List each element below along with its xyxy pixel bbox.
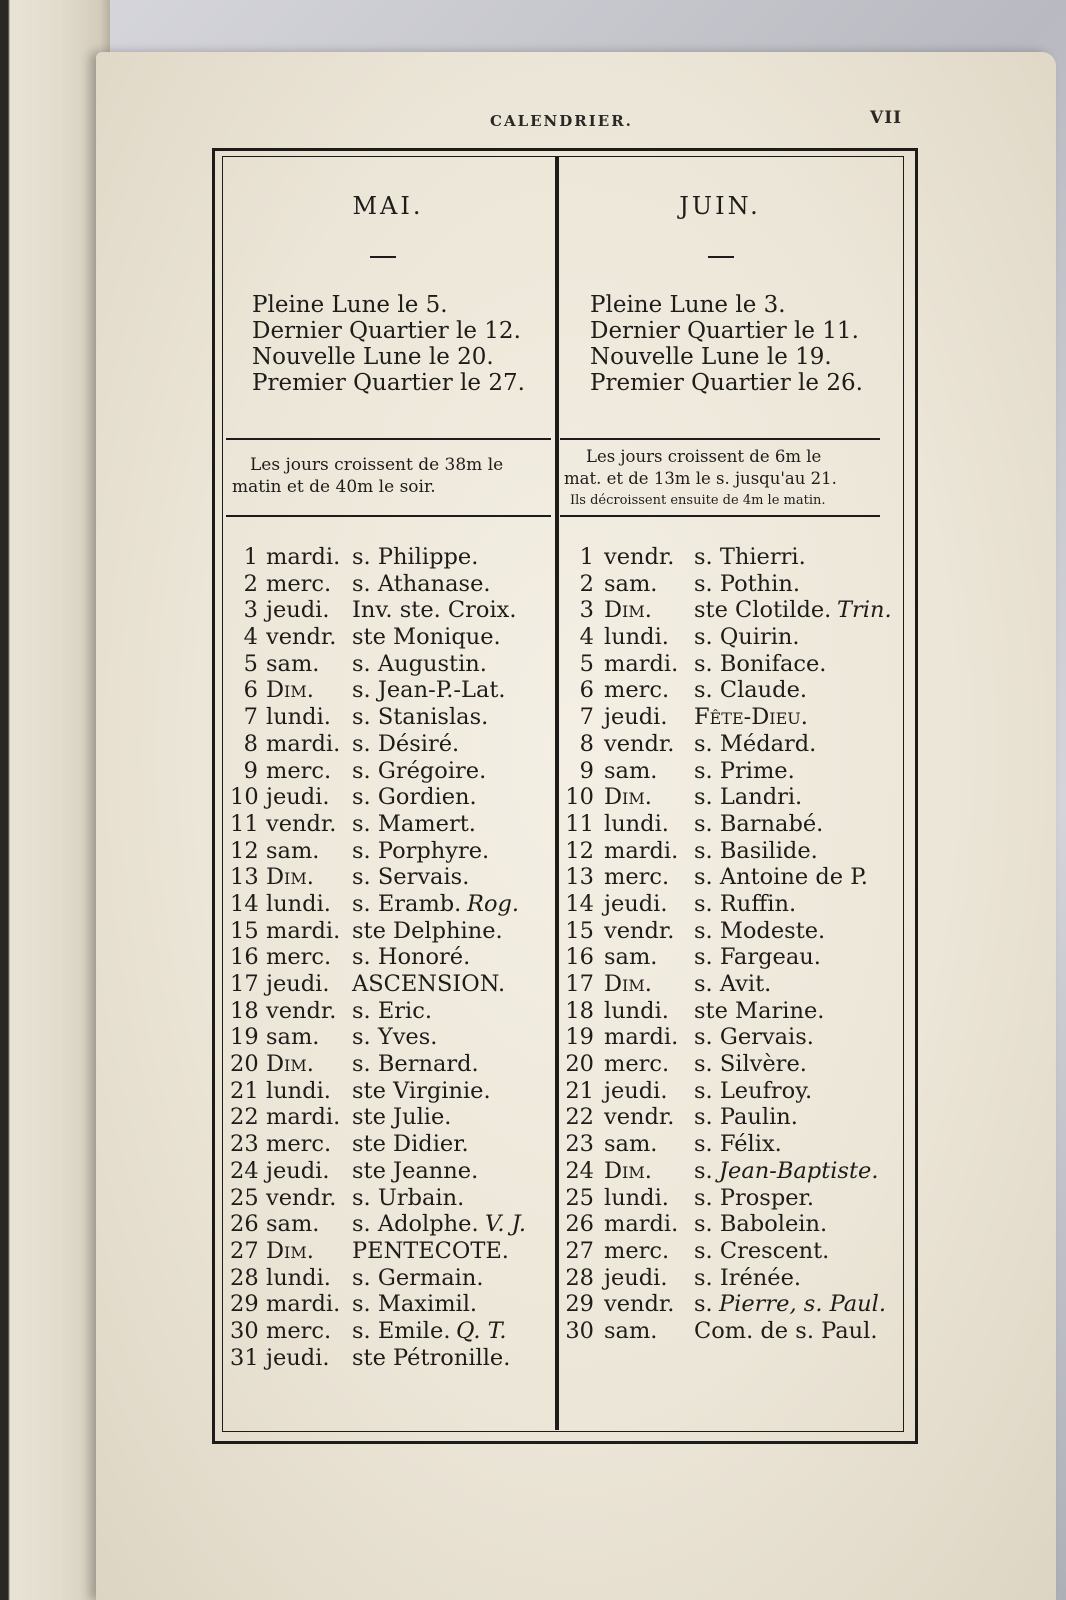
weekday: jeudi.: [266, 971, 330, 997]
weekday: vendr.: [604, 730, 675, 757]
saint-name: s. Porphyre.: [352, 837, 490, 864]
saint-name: s. Silvère.: [694, 1051, 807, 1078]
weekday: mardi.: [604, 837, 679, 864]
month-title-may: MAI.: [352, 192, 424, 220]
weekday: jeudi.: [266, 597, 330, 624]
weekday: merc.: [604, 677, 670, 704]
saint-name: s. Bernard.: [352, 1051, 479, 1078]
weekday: lundi.: [266, 1264, 331, 1291]
may-moon-phases: [252, 292, 525, 396]
day-number: 20: [230, 1051, 259, 1078]
weekday: Dim.: [266, 1051, 314, 1078]
weekday: jeudi.: [604, 704, 668, 731]
day-number: 6: [243, 677, 258, 704]
feast-note: Trin.: [837, 597, 892, 624]
day-number: 14: [230, 890, 259, 917]
saint-name: s. Barnabé.: [694, 810, 824, 837]
may-phase: Nouvelle Lune le 20.: [252, 344, 494, 370]
day-number: 15: [230, 917, 259, 944]
saint-name: s.: [694, 1291, 713, 1318]
june-phase: Premier Quartier le 26.: [590, 370, 863, 396]
rule-june-top: [560, 438, 880, 440]
day-number: 26: [230, 1211, 259, 1238]
day-number: 28: [565, 1264, 594, 1291]
weekday: merc.: [604, 864, 670, 891]
saint-name: s. Modeste.: [694, 917, 826, 944]
saint-name: s. Avit.: [694, 971, 772, 997]
weekday: sam.: [604, 757, 658, 784]
saint-name: s. Quirin.: [694, 624, 800, 651]
weekday: lundi.: [604, 810, 669, 837]
saint-name: ASCENSION.: [352, 971, 506, 997]
saint-name: s. Paulin.: [694, 1104, 798, 1131]
weekday: Dim.: [604, 784, 652, 811]
day-number: 28: [230, 1264, 259, 1291]
weekday: merc.: [604, 1051, 670, 1078]
day-number: 9: [579, 757, 594, 784]
running-title: CALENDRIER.: [490, 112, 633, 130]
may-dash: [370, 256, 396, 258]
may-phase: Premier Quartier le 27.: [252, 370, 525, 396]
day-number: 23: [230, 1131, 259, 1158]
day-number: 24: [230, 1157, 259, 1184]
saint-name: s. Antoine de P.: [694, 864, 868, 891]
weekday: Dim.: [604, 971, 652, 997]
weekday: merc.: [604, 1237, 670, 1264]
saint-name: s. Gordien.: [352, 784, 477, 811]
saint-name: s. Pothin.: [694, 570, 800, 597]
day-number: 9: [243, 757, 258, 784]
day-number: 13: [230, 864, 259, 891]
day-number: 11: [230, 810, 259, 837]
saint-name: s. Eramb.: [352, 890, 462, 917]
may-note-line: matin et de 40m le soir.: [232, 477, 436, 497]
weekday: vendr.: [604, 544, 675, 570]
weekday: sam.: [266, 1211, 320, 1238]
saint-name: s. Grégoire.: [352, 757, 487, 784]
weekday: lundi.: [266, 890, 331, 917]
day-number: 26: [565, 1211, 594, 1238]
day-number: 6: [579, 677, 594, 704]
month-title-june: JUIN.: [679, 192, 761, 220]
may-phase: Pleine Lune le 5.: [252, 292, 448, 318]
weekday: mardi.: [604, 1024, 679, 1051]
saint-name: ste Marine.: [694, 997, 825, 1024]
weekday: mardi.: [266, 1104, 341, 1131]
may-note-line: Les jours croissent de 38m le: [250, 455, 504, 475]
weekday: vendr.: [266, 997, 337, 1024]
weekday: merc.: [266, 757, 332, 784]
day-number: 29: [565, 1291, 594, 1318]
saint-name: s. Fargeau.: [694, 944, 821, 971]
weekday: Dim.: [604, 1157, 652, 1184]
day-number: 19: [230, 1024, 259, 1051]
weekday: sam.: [604, 944, 658, 971]
june-phase: Pleine Lune le 3.: [590, 292, 786, 318]
day-number: 10: [230, 784, 259, 811]
day-number: 18: [565, 997, 594, 1024]
page-number: VII: [870, 108, 903, 128]
weekday: merc.: [266, 570, 332, 597]
saint-name: s. Yves.: [352, 1024, 438, 1051]
day-number: 14: [565, 890, 594, 917]
june-dash: [708, 256, 734, 258]
june-note-line: Les jours croissent de 6m le: [586, 447, 822, 466]
day-number: 25: [565, 1184, 594, 1211]
saint-name: s. Eric.: [352, 997, 432, 1024]
saint-name: ste Monique.: [352, 624, 501, 651]
saint-name: s. Gervais.: [694, 1024, 814, 1051]
day-number: 5: [243, 650, 258, 677]
day-number: 20: [565, 1051, 594, 1078]
weekday: mardi.: [604, 650, 679, 677]
rule-may-top: [226, 438, 551, 440]
weekday: sam.: [266, 650, 320, 677]
rule-june-bottom: [560, 515, 880, 517]
june-moon-phases: [590, 292, 863, 396]
saint-name: ste Julie.: [352, 1104, 452, 1131]
column-divider: [555, 156, 559, 1430]
saint-name: s. Adolphe.: [352, 1211, 479, 1238]
weekday: merc.: [266, 1317, 332, 1344]
saint-name: s. Félix.: [694, 1131, 782, 1158]
day-number: 1: [579, 544, 594, 570]
day-number: 12: [230, 837, 259, 864]
saint-name: ste Didier.: [352, 1131, 469, 1158]
day-number: 1: [243, 544, 258, 570]
weekday: sam.: [604, 1317, 658, 1344]
weekday: Dim.: [266, 1237, 314, 1264]
day-number: 3: [243, 597, 258, 624]
weekday: lundi.: [604, 624, 669, 651]
weekday: mardi.: [266, 544, 341, 570]
day-number: 2: [243, 570, 258, 597]
weekday: Dim.: [604, 597, 652, 624]
day-number: 19: [565, 1024, 594, 1051]
day-number: 30: [230, 1317, 259, 1344]
weekday: merc.: [266, 1131, 332, 1158]
day-number: 27: [230, 1237, 259, 1264]
saint-name: s. Leufroy.: [694, 1077, 813, 1104]
day-number: 10: [565, 784, 594, 811]
day-number: 5: [579, 650, 594, 677]
weekday: lundi.: [266, 704, 331, 731]
day-number: 30: [565, 1317, 594, 1344]
saint-name: s. Philippe.: [352, 544, 479, 570]
weekday: jeudi.: [266, 1157, 330, 1184]
saint-name: Com. de s. Paul.: [694, 1317, 878, 1344]
weekday: vendr.: [604, 917, 675, 944]
june-note-line: Ils décroissent ensuite de 4m le matin.: [570, 493, 826, 508]
day-number: 23: [565, 1131, 594, 1158]
saint-name: ste Pétronille.: [352, 1344, 511, 1371]
day-number: 12: [565, 837, 594, 864]
saint-name: ste Clotilde.: [694, 597, 832, 624]
day-number: 15: [565, 917, 594, 944]
weekday: mardi.: [266, 917, 341, 944]
saint-name: s. Athanase.: [352, 570, 491, 597]
weekday: vendr.: [604, 1104, 675, 1131]
day-number: 11: [565, 810, 594, 837]
weekday: sam.: [266, 1024, 320, 1051]
saint-name: ste Virginie.: [352, 1077, 491, 1104]
saint-name: s. Babolein.: [694, 1211, 828, 1238]
saint-name: s. Landri.: [694, 784, 803, 811]
day-number: 17: [565, 971, 594, 997]
day-number: 7: [579, 704, 594, 731]
feast-note: Jean-Baptiste.: [719, 1157, 879, 1184]
saint-name: Fête-Dieu.: [694, 704, 808, 731]
day-number: 25: [230, 1184, 259, 1211]
day-number: 16: [230, 944, 259, 971]
day-number: 17: [230, 971, 259, 997]
weekday: mardi.: [266, 1291, 341, 1318]
day-number: 21: [565, 1077, 594, 1104]
saint-name: s. Stanislas.: [352, 704, 489, 731]
saint-name: s. Basilide.: [694, 837, 818, 864]
saint-name: s. Claude.: [694, 677, 808, 704]
may-daylight-note: [232, 454, 503, 498]
saint-name: s. Jean-P.-Lat.: [352, 677, 506, 704]
day-number: 2: [579, 570, 594, 597]
weekday: merc.: [266, 944, 332, 971]
saint-name: s. Urbain.: [352, 1184, 465, 1211]
day-number: 4: [243, 624, 258, 651]
weekday: mardi.: [604, 1211, 679, 1238]
feast-note: V. J.: [485, 1211, 527, 1238]
weekday: lundi.: [604, 997, 669, 1024]
weekday: vendr.: [266, 624, 337, 651]
june-note-line: mat. et de 13m le s. jusqu'au 21.: [564, 469, 837, 488]
weekday: vendr.: [266, 1184, 337, 1211]
saint-name: s. Désiré.: [352, 730, 460, 757]
weekday: jeudi.: [604, 1077, 668, 1104]
june-phase: Dernier Quartier le 11.: [590, 318, 859, 344]
saint-name: ste Delphine.: [352, 917, 503, 944]
saint-name: s. Boniface.: [694, 650, 827, 677]
weekday: vendr.: [266, 810, 337, 837]
saint-name: s. Emile.: [352, 1317, 451, 1344]
day-number: 18: [230, 997, 259, 1024]
weekday: jeudi.: [266, 1344, 330, 1371]
saint-name: s. Augustin.: [352, 650, 487, 677]
rule-may-bottom: [226, 515, 551, 517]
day-number: 8: [579, 730, 594, 757]
weekday: Dim.: [266, 677, 314, 704]
day-number: 29: [230, 1291, 259, 1318]
saint-name: s. Maximil.: [352, 1291, 478, 1318]
saint-name: s. Prosper.: [694, 1184, 814, 1211]
feast-note: Rog.: [467, 890, 520, 917]
june-phase: Nouvelle Lune le 19.: [590, 344, 832, 370]
weekday: sam.: [266, 837, 320, 864]
saint-name: s. Thierri.: [694, 544, 806, 570]
weekday: sam.: [604, 570, 658, 597]
feast-note: Q. T.: [456, 1317, 507, 1344]
saint-name: s. Irénée.: [694, 1264, 802, 1291]
saint-name: s.: [694, 1157, 713, 1184]
weekday: Dim.: [266, 864, 314, 891]
may-phase: Dernier Quartier le 12.: [252, 318, 521, 344]
day-number: 31: [230, 1344, 259, 1371]
weekday: lundi.: [604, 1184, 669, 1211]
day-number: 24: [565, 1157, 594, 1184]
june-daylight-note: [564, 446, 837, 512]
saint-name: s. Crescent.: [694, 1237, 830, 1264]
day-number: 7: [243, 704, 258, 731]
saint-name: s. Mamert.: [352, 810, 476, 837]
day-number: 8: [243, 730, 258, 757]
day-number: 13: [565, 864, 594, 891]
saint-name: s. Prime.: [694, 757, 795, 784]
saint-name: s. Ruffin.: [694, 890, 797, 917]
saint-name: s. Médard.: [694, 730, 817, 757]
weekday: sam.: [604, 1131, 658, 1158]
weekday: jeudi.: [604, 1264, 668, 1291]
weekday: jeudi.: [266, 784, 330, 811]
day-number: 21: [230, 1077, 259, 1104]
saint-name: ste Jeanne.: [352, 1157, 479, 1184]
day-number: 27: [565, 1237, 594, 1264]
weekday: mardi.: [266, 730, 341, 757]
saint-name: s. Servais.: [352, 864, 470, 891]
day-number: 16: [565, 944, 594, 971]
day-number: 22: [565, 1104, 594, 1131]
saint-name: PENTECOTE.: [352, 1237, 509, 1264]
weekday: jeudi.: [604, 890, 668, 917]
feast-note: Pierre, s. Paul.: [719, 1291, 887, 1318]
saint-name: s. Germain.: [352, 1264, 484, 1291]
day-number: 22: [230, 1104, 259, 1131]
weekday: lundi.: [266, 1077, 331, 1104]
facing-page-edge: [0, 0, 110, 1600]
weekday: vendr.: [604, 1291, 675, 1318]
saint-name: s. Honoré.: [352, 944, 471, 971]
saint-name: Inv. ste. Croix.: [352, 597, 517, 624]
day-number: 3: [579, 597, 594, 624]
day-number: 4: [579, 624, 594, 651]
